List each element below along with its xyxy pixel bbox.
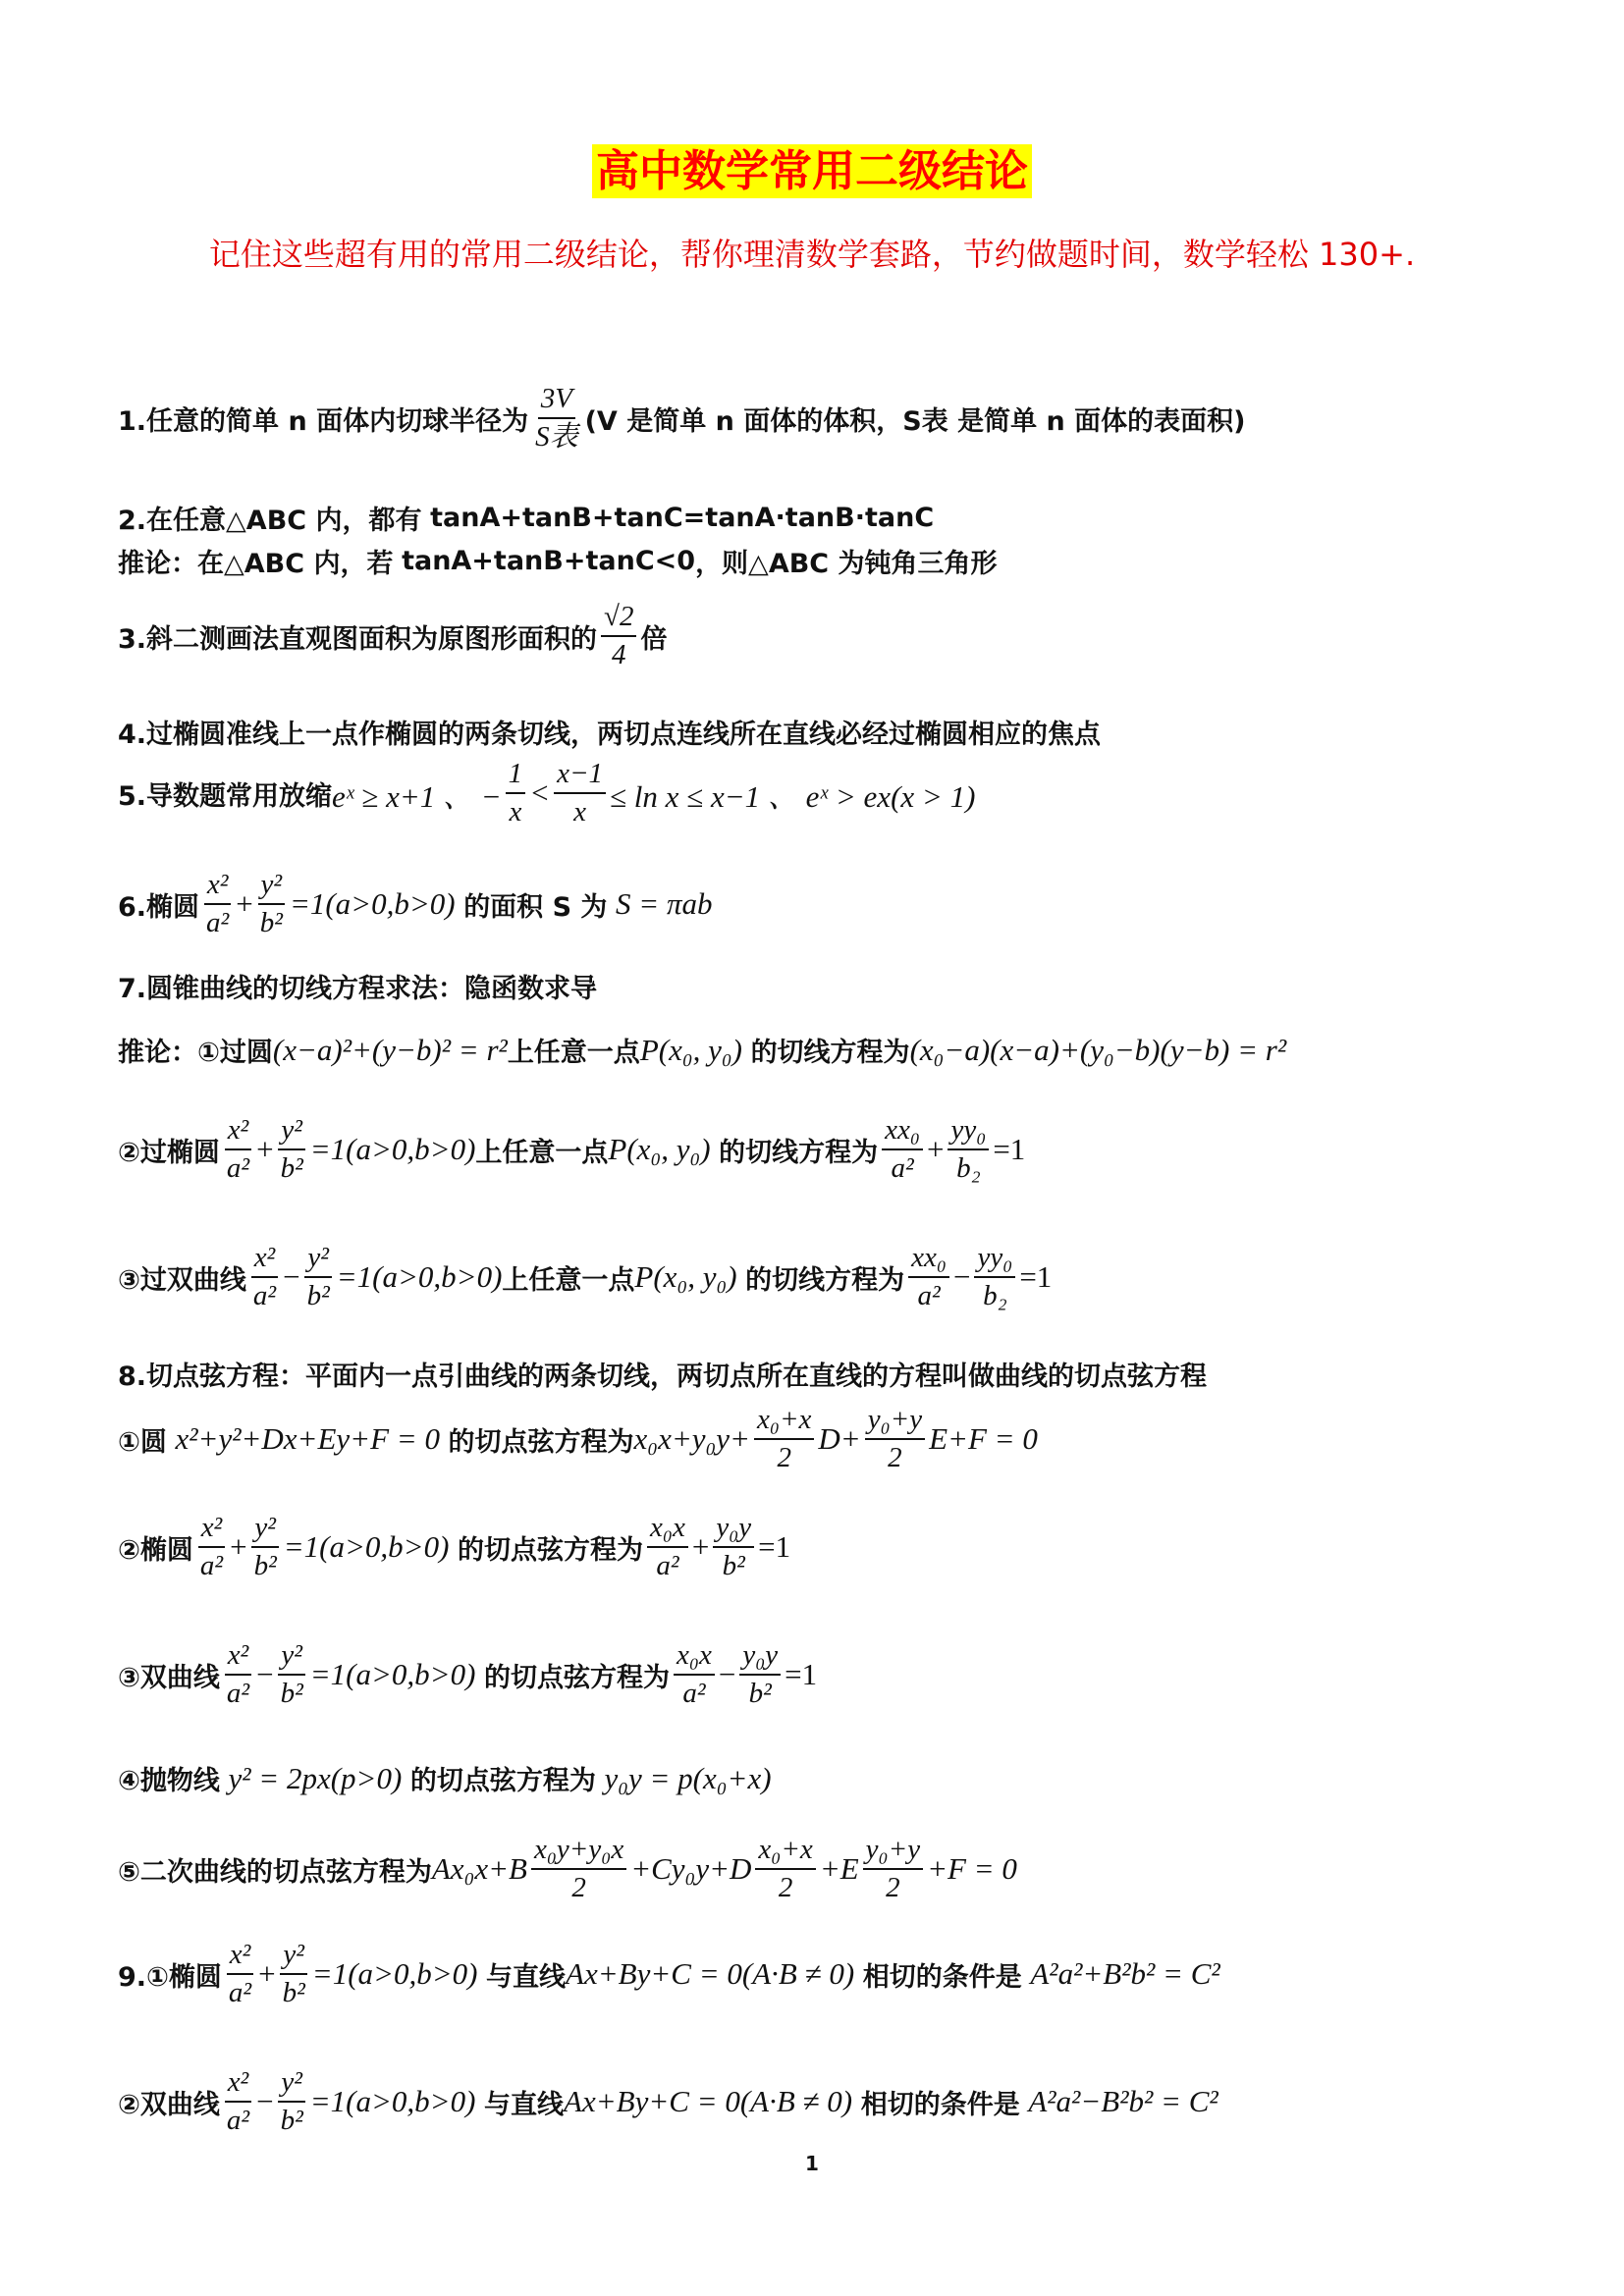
condition: =1(a>0,b>0) [309, 2084, 476, 2119]
item-9-ellipse [118, 1939, 1220, 2010]
fraction [224, 1639, 252, 1711]
item-1-note: (V 是简单 n 面体的体积，S表 是简单 n 面体的表面积) [584, 405, 1246, 437]
fraction-numerator: x² [204, 869, 232, 905]
operator: + [258, 1956, 276, 1992]
fraction-denominator: x [573, 796, 586, 828]
fraction [863, 1834, 923, 1905]
fraction-denominator: a² [682, 1678, 706, 1710]
mid-text: 上任意一点 [475, 1137, 609, 1168]
fraction-numerator: y² [278, 2066, 305, 2103]
label-text: 的切点弦方程为 [448, 1426, 634, 1458]
item-3 [118, 601, 667, 672]
item-5-fraction-1 [506, 758, 526, 829]
fraction-denominator: b² [280, 2105, 303, 2137]
corollary-conclusion: ，则△ABC 为钝角三角形 [695, 549, 998, 579]
operator: + [230, 1529, 247, 1565]
mid-text: 与直线 [484, 2089, 565, 2120]
equation-end: =1 [1019, 1259, 1053, 1295]
item-7-ellipse [118, 1114, 1025, 1186]
equation-end: E+F = 0 [929, 1421, 1038, 1457]
item-3-suffix: 倍 [640, 623, 668, 655]
page-subtitle: 记住这些超有用的常用二级结论，帮你理清数学套路，节约做题时间，数学轻松 130+. [208, 236, 1416, 273]
item-6-condition: =1(a>0,b>0) [289, 886, 456, 922]
item-5-fraction-2 [554, 758, 606, 829]
item-2-corollary [118, 542, 998, 580]
fraction [865, 1404, 925, 1475]
label-text: 的切点弦方程为 [484, 1662, 671, 1693]
fraction [739, 1639, 781, 1711]
fraction-denominator: 2 [888, 1442, 902, 1474]
item-6-label: 的面积 S 为 [463, 891, 608, 923]
item-text: ②椭圆 [118, 1534, 193, 1566]
item-text: ②双曲线 [118, 2089, 220, 2120]
tangent-equation: (x₀−a)(x−a)+(y₀−b)(y−b) = r² [909, 1032, 1287, 1067]
fraction [882, 1114, 923, 1186]
fraction-numerator: xx₀ [882, 1114, 923, 1150]
fraction-numerator: yy₀ [974, 1242, 1015, 1278]
fraction-denominator: b² [722, 1550, 745, 1582]
fraction [974, 1242, 1015, 1313]
item-1-fraction [532, 383, 581, 454]
item-text: ④抛物线 [118, 1766, 220, 1796]
tangency-condition: A²a²+B²b² = C² [1030, 1956, 1220, 1992]
point-p: P(x₀, y₀) [634, 1259, 737, 1295]
fraction [250, 1242, 279, 1313]
item-5 [118, 758, 975, 829]
fraction-denominator: a² [228, 1977, 252, 2009]
fraction-numerator: y² [304, 1242, 332, 1278]
item-6-operator: + [236, 886, 253, 922]
item-3-fraction [601, 601, 636, 672]
fraction-denominator: b² [280, 1678, 303, 1710]
item-8-conic [118, 1834, 1017, 1905]
fraction-numerator: y² [278, 1114, 305, 1150]
parabola-equation: y² = 2px(p>0) [228, 1760, 403, 1795]
fraction [713, 1512, 754, 1583]
circle-equation: x²+y²+Dx+Ey+F = 0 [175, 1421, 440, 1457]
item-4-text: 4.过椭圆准线上一点作椭圆的两条切线，两切点连线所在直线必经过椭圆相应的焦点 [118, 720, 1102, 750]
item-4 [118, 713, 1101, 751]
item-6 [118, 869, 712, 940]
chord-equation: y₀y = p(x₀+x) [604, 1760, 772, 1795]
item-5-formula-a: eˣ ≥ x+1 、 − [332, 778, 502, 814]
operator: + [927, 1132, 945, 1167]
tangency-condition: A²a²−B²b² = C² [1028, 2084, 1218, 2119]
item-1 [118, 383, 1245, 454]
item-7-hyperbola [118, 1242, 1052, 1313]
label-text: 的切线方程为 [745, 1264, 905, 1296]
condition: =1(a>0,b>0) [309, 1132, 476, 1167]
fraction-denominator: b² [748, 1678, 772, 1710]
fraction-denominator: b² [259, 907, 283, 939]
operator: − [953, 1259, 971, 1295]
formula-part: D+ [818, 1421, 861, 1457]
item-5-operator: < [529, 775, 551, 811]
fraction-numerator: y₀y [713, 1512, 754, 1548]
item-6-formula: S = πab [616, 886, 713, 922]
item-8 [118, 1355, 1207, 1393]
fraction-numerator: x² [227, 1939, 254, 1975]
fraction-numerator: yy₀ [947, 1114, 989, 1150]
label-text: 的切点弦方程为 [409, 1766, 596, 1796]
fraction-denominator: S表 [535, 421, 578, 454]
fraction-numerator: y₀+y [865, 1404, 925, 1440]
fraction-denominator: 2 [571, 1872, 586, 1904]
item-7-text: 7.圆锥曲线的切线方程求法：隐函数求导 [118, 974, 598, 1004]
item-2 [118, 499, 934, 537]
point-p: P(x₀, y₀) [639, 1032, 742, 1067]
fraction [278, 2066, 306, 2138]
fraction-denominator: a² [252, 1280, 277, 1312]
fraction-denominator: 2 [777, 1442, 791, 1474]
item-8-circle [118, 1404, 1038, 1475]
fraction-denominator: 4 [612, 639, 626, 671]
fraction-denominator: 2 [778, 1872, 793, 1904]
item-text: ①圆 [118, 1426, 167, 1458]
fraction-denominator: 2 [886, 1872, 900, 1904]
fraction-numerator: 1 [506, 758, 526, 794]
condition: =1(a>0,b>0) [311, 1956, 478, 1992]
item-text: 9.①椭圆 [118, 1961, 222, 1993]
fraction [531, 1834, 626, 1905]
item-8-text: 8.切点弦方程：平面内一点引曲线的两条切线，两切点所在直线的方程叫做曲线的切点弦方程 [118, 1362, 1208, 1392]
item-9-hyperbola [118, 2066, 1218, 2138]
item-1-text: 1.任意的简单 n 面体内切球半径为 [118, 405, 529, 437]
fraction-denominator: a² [917, 1280, 941, 1312]
operator: − [283, 1259, 300, 1295]
corollary-formula: tanA+tanB+tanC<0 [402, 546, 696, 576]
item-text: ②过椭圆 [118, 1137, 220, 1168]
corollary-label: 的切线方程为 [750, 1038, 910, 1068]
formula-part: +E [819, 1851, 859, 1887]
fraction [224, 2066, 252, 2138]
operator: − [256, 1657, 274, 1692]
condition: =1(a>0,b>0) [309, 1657, 476, 1692]
fraction [224, 1114, 252, 1186]
corollary-mid: 上任意一点 [507, 1038, 640, 1068]
operator: − [256, 2084, 274, 2119]
item-3-text: 3.斜二测画法直观图面积为原图形面积的 [118, 623, 598, 655]
label-text: 的切点弦方程为 [458, 1534, 644, 1566]
fraction-numerator: y₀+y [863, 1834, 923, 1870]
label-text: 相切的条件是 [860, 2089, 1020, 2120]
fraction-denominator: b² [280, 1152, 303, 1185]
fraction-numerator: y² [280, 1939, 307, 1975]
fraction-numerator: x² [251, 1242, 279, 1278]
item-6-fraction-2 [257, 869, 286, 940]
item-2-text: 2.在任意△ABC 内，都有 [118, 506, 422, 536]
fraction-numerator: x₀+x [754, 1404, 814, 1440]
fraction [755, 1834, 815, 1905]
fraction [647, 1512, 688, 1583]
item-5-formula-b: ≤ ln x ≤ x−1 、 eˣ > ex(x > 1) [610, 778, 976, 814]
fraction-denominator: b² [306, 1280, 330, 1312]
line-equation: Ax+By+C = 0(A·B ≠ 0) [564, 2084, 853, 2119]
item-6-fraction-1 [203, 869, 232, 940]
fraction-denominator: x [509, 796, 522, 828]
fraction-denominator: a² [226, 1152, 250, 1185]
equation-end: =1 [785, 1657, 818, 1692]
operator: − [718, 1657, 736, 1692]
item-text: ③过双曲线 [118, 1264, 246, 1296]
fraction-denominator: b₂ [956, 1152, 981, 1185]
circle-equation: (x−a)²+(y−b)² = r² [272, 1032, 508, 1067]
condition: =1(a>0,b>0) [336, 1259, 503, 1295]
fraction [754, 1404, 814, 1475]
page-title [0, 135, 1624, 198]
label-text: 的切线方程为 [719, 1137, 879, 1168]
fraction-numerator: y² [258, 869, 286, 905]
fraction [278, 1639, 306, 1711]
fraction [674, 1639, 715, 1711]
fraction-denominator: b² [282, 1977, 305, 2009]
page-number: 1 [805, 2152, 819, 2175]
fraction [278, 1114, 306, 1186]
mid-text: 上任意一点 [502, 1264, 635, 1296]
formula-part: x₀x+y₀y+ [633, 1421, 750, 1457]
item-8-hyperbola [118, 1639, 817, 1711]
fraction-numerator: √2 [601, 601, 636, 637]
equation-end: =1 [993, 1132, 1026, 1167]
equation-end: =1 [758, 1529, 791, 1565]
fraction [304, 1242, 333, 1313]
fraction-denominator: b² [253, 1550, 277, 1582]
item-8-ellipse [118, 1512, 790, 1583]
fraction-numerator: x−1 [554, 758, 606, 794]
fraction-numerator: x₀x [674, 1639, 715, 1676]
fraction [226, 1939, 254, 2010]
fraction-numerator: x² [225, 1639, 252, 1676]
mid-text: 与直线 [486, 1961, 567, 1993]
fraction-numerator: y² [278, 1639, 305, 1676]
label-text: 相切的条件是 [862, 1961, 1022, 1993]
fraction-denominator: a² [206, 907, 230, 939]
fraction-numerator: x² [225, 1114, 252, 1150]
fraction-denominator: a² [891, 1152, 914, 1185]
title-text: 高中数学常用二级结论 [592, 144, 1032, 198]
item-6-text: 6.椭圆 [118, 891, 200, 923]
corollary-text: 推论：在△ABC 内，若 [118, 549, 394, 579]
line-equation: Ax+By+C = 0(A·B ≠ 0) [566, 1956, 855, 1992]
fraction-numerator: x₀+x [755, 1834, 815, 1870]
fraction-numerator: x² [225, 2066, 252, 2103]
fraction-numerator: x₀y+y₀x [531, 1834, 626, 1870]
fraction-denominator: a² [199, 1550, 224, 1582]
fraction-numerator: x₀x [647, 1512, 688, 1548]
fraction [197, 1512, 226, 1583]
item-2-formula: tanA+tanB+tanC=tanA·tanB·tanC [430, 503, 935, 533]
fraction-numerator: x² [198, 1512, 226, 1548]
fraction [908, 1242, 949, 1313]
item-text: ③双曲线 [118, 1662, 220, 1693]
item-7 [118, 967, 597, 1005]
formula-part: +Cy₀y+D [630, 1851, 752, 1887]
fraction-denominator: a² [656, 1550, 679, 1582]
fraction-denominator: a² [226, 2105, 250, 2137]
fraction-denominator: a² [226, 1678, 250, 1710]
fraction-numerator: y² [251, 1512, 279, 1548]
equation-end: +F = 0 [927, 1851, 1017, 1887]
item-5-text: 5.导数题常用放缩 [118, 780, 333, 812]
item-8-parabola [118, 1759, 772, 1797]
point-p: P(x₀, y₀) [608, 1132, 711, 1167]
fraction-numerator: xx₀ [908, 1242, 949, 1278]
formula-part: Ax₀x+B [431, 1851, 527, 1887]
fraction-denominator: b₂ [983, 1280, 1007, 1312]
fraction-numerator: y₀y [739, 1639, 781, 1676]
condition: =1(a>0,b>0) [283, 1529, 450, 1565]
fraction [947, 1114, 989, 1186]
operator: + [256, 1132, 274, 1167]
fraction-numerator: 3V [538, 383, 575, 419]
fraction [251, 1512, 280, 1583]
fraction [280, 1939, 308, 2010]
item-7-corollary-1 [118, 1031, 1286, 1069]
item-text: ⑤二次曲线的切点弦方程为 [118, 1856, 432, 1888]
corollary-text: 推论：①过圆 [118, 1038, 273, 1068]
operator: + [691, 1529, 710, 1565]
